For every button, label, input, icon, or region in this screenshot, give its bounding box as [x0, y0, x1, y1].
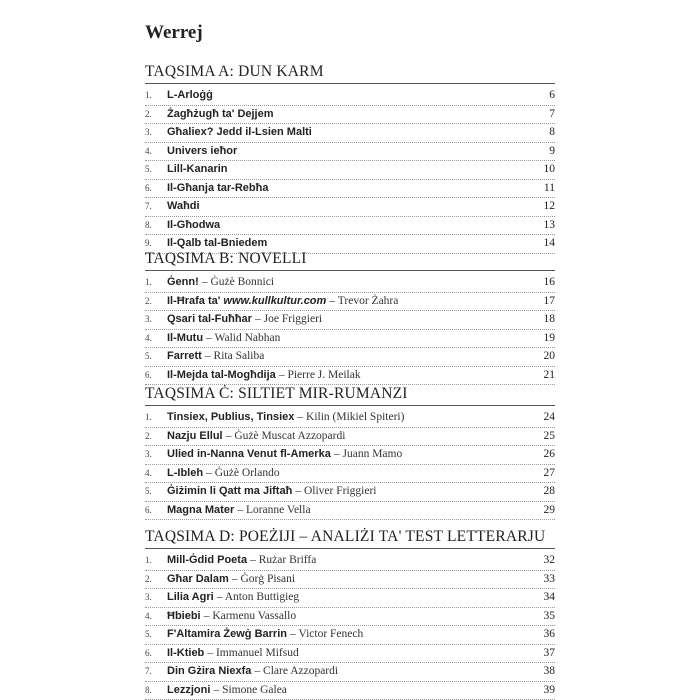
entry-title-group — [167, 198, 200, 216]
entry-title: Mill-Ġdid Poeta — [167, 554, 248, 566]
entry-title-group — [167, 682, 287, 700]
entry-title-group — [167, 465, 280, 483]
toc-entry[interactable] — [145, 608, 555, 627]
entry-title: Lill-Kanarin — [167, 163, 228, 175]
entry-title: Farrett — [167, 350, 202, 362]
entry-title: Il-Qalb tal-Bniedem — [167, 237, 268, 249]
entry-title-group — [167, 552, 316, 570]
entry-title: Il-Ktieb — [167, 646, 205, 659]
entry-author: – Rużar Briffa — [250, 554, 317, 566]
toc-entry[interactable] — [145, 409, 555, 428]
entry-page-number: 25 — [541, 428, 556, 446]
entry-title-group — [167, 446, 402, 464]
entry-number: 1. — [145, 277, 152, 287]
entry-title: Univers ieħor — [167, 144, 238, 157]
entry-url: www.kullkultur.com — [223, 294, 327, 307]
toc-entry[interactable] — [145, 502, 555, 521]
entry-number: 3. — [145, 449, 152, 459]
entry-number: 6. — [145, 369, 152, 380]
toc-entry[interactable] — [145, 552, 555, 571]
entry-number: 5. — [145, 351, 152, 361]
toc-entry[interactable] — [145, 161, 555, 180]
section-heading: TAQSIMA A: DUN KARM — [145, 63, 555, 84]
entry-number: 2. — [145, 573, 152, 584]
toc-entry[interactable] — [145, 106, 555, 125]
toc-entry[interactable] — [145, 571, 555, 590]
entry-author: – Ġużè Muscat Azzopardi — [225, 429, 346, 442]
entry-title: Magna Mater — [167, 503, 235, 516]
entry-title-group — [167, 409, 404, 427]
toc-entry[interactable] — [145, 446, 555, 465]
entry-author: – Ġużè Orlando — [206, 466, 280, 479]
entry-title-group — [167, 626, 363, 644]
toc-entry[interactable] — [145, 330, 555, 349]
entry-author: – Kilin (Mikiel Spiteri) — [297, 411, 405, 423]
toc-entry[interactable] — [145, 87, 555, 106]
entry-title: Tinsiex, Publius, Tinsiex — [167, 411, 295, 423]
entry-page-number: 37 — [541, 645, 556, 663]
section-heading: TAQSIMA Ċ: SILTIET MIR-RUMANZI — [145, 385, 555, 406]
entry-title: Il-Għanja tar-Rebħa — [167, 181, 269, 194]
toc-entry[interactable] — [145, 483, 555, 502]
entry-author: – Pierre J. Meilak — [278, 368, 361, 381]
toc-entry[interactable] — [145, 217, 555, 236]
entry-title: Lezzjoni — [167, 683, 211, 696]
entry-number: 3. — [145, 127, 152, 137]
entry-page-number: 14 — [541, 235, 556, 253]
entry-page-number: 21 — [541, 367, 556, 385]
entry-title: Żagħżugħ ta' Dejjem — [167, 107, 274, 120]
entry-page-number: 17 — [541, 293, 556, 311]
entry-author: – Walid Nabhan — [206, 331, 281, 344]
toc-entry[interactable] — [145, 311, 555, 330]
entry-number: 4. — [145, 332, 152, 343]
entry-number: 7. — [145, 201, 152, 211]
entry-title-group — [167, 571, 295, 589]
toc-entry[interactable] — [145, 124, 555, 143]
entry-page-number: 34 — [541, 589, 556, 607]
entry-number: 8. — [145, 684, 152, 695]
entry-title: Ħbiebi — [167, 609, 201, 622]
entry-author: – Immanuel Mifsud — [207, 646, 299, 659]
section-heading: TAQSIMA D: POEŻIJI – ANALIŻI TA' TEST LETTERARJU — [145, 528, 555, 549]
entry-title-group — [167, 483, 376, 501]
entry-title: Il-Ħrafa ta' — [167, 294, 221, 307]
entry-title-group — [167, 348, 264, 366]
entry-number: 7. — [145, 666, 152, 676]
entry-author: – Clare Azzopardi — [254, 665, 339, 677]
entry-title: Din Gżira Niexfa — [167, 665, 252, 677]
entry-title: Lilia Agri — [167, 591, 214, 603]
entry-title: Għaliex? Jedd il-Lsien Malti — [167, 126, 312, 138]
section-b — [145, 250, 555, 385]
entry-title-group — [167, 217, 220, 235]
entry-title-group — [167, 589, 299, 607]
entry-title-group — [167, 502, 311, 520]
entry-title: Il-Mejda tal-Mogħdija — [167, 368, 276, 381]
toc-list — [145, 409, 555, 520]
entry-author: – Juann Mamo — [333, 448, 403, 460]
entry-author: – Ġużè Bonnici — [201, 276, 275, 288]
section-a — [145, 63, 555, 254]
toc-entry[interactable] — [145, 198, 555, 217]
entry-title-group — [167, 311, 322, 329]
entry-title-group — [167, 124, 312, 142]
toc-list — [145, 87, 555, 254]
entry-title: L-Ibleh — [167, 466, 204, 479]
toc-entry[interactable] — [145, 465, 555, 484]
entry-page-number: 28 — [541, 483, 556, 501]
entry-number: 1. — [145, 555, 152, 565]
page-title: Werrej — [145, 22, 203, 43]
entry-number: 3. — [145, 592, 152, 602]
entry-title-group — [167, 663, 338, 681]
entry-number: 2. — [145, 108, 152, 119]
entry-page-number: 36 — [541, 626, 556, 644]
entry-author: – Karmenu Vassallo — [203, 609, 297, 622]
entry-title: F'Altamira Żewġ Barrin — [167, 628, 287, 640]
entry-number: 2. — [145, 295, 152, 306]
entry-author: – Loranne Vella — [237, 503, 311, 516]
toc-entry[interactable] — [145, 682, 555, 700]
entry-number: 3. — [145, 314, 152, 324]
entry-author: – Simone Galea — [213, 683, 287, 696]
entry-page-number: 35 — [541, 608, 556, 626]
entry-page-number: 7 — [546, 106, 555, 124]
entry-page-number: 26 — [541, 446, 556, 464]
entry-title-group — [167, 274, 274, 292]
entry-page-number: 18 — [541, 311, 556, 329]
toc-list — [145, 552, 555, 700]
toc-entry[interactable] — [145, 348, 555, 367]
entry-author: – Anton Buttigieg — [216, 591, 300, 603]
entry-number: 6. — [145, 647, 152, 658]
entry-title: Ulied in-Nanna Venut fl-Amerka — [167, 448, 331, 460]
entry-page-number: 32 — [541, 552, 556, 570]
entry-number: 6. — [145, 182, 152, 193]
entry-author: – Rita Saliba — [204, 350, 265, 362]
entry-page-number: 38 — [541, 663, 556, 681]
entry-page-number: 29 — [541, 502, 556, 520]
entry-page-number: 10 — [541, 161, 556, 179]
toc-entry[interactable] — [145, 367, 555, 386]
entry-title: L-Arloġġ — [167, 89, 213, 101]
section-heading: TAQSIMA B: NOVELLI — [145, 250, 555, 271]
toc-entry[interactable] — [145, 663, 555, 682]
toc-entry[interactable] — [145, 293, 555, 312]
entry-title-group — [167, 87, 213, 105]
toc-list — [145, 274, 555, 385]
toc-entry[interactable] — [145, 143, 555, 162]
entry-number: 5. — [145, 629, 152, 639]
entry-title-group — [167, 293, 398, 311]
entry-title-group — [167, 161, 228, 179]
entry-page-number: 39 — [541, 682, 556, 700]
entry-page-number: 33 — [541, 571, 556, 589]
entry-number: 1. — [145, 412, 152, 422]
section-d — [145, 528, 555, 700]
entry-page-number: 16 — [541, 274, 556, 292]
entry-page-number: 19 — [541, 330, 556, 348]
entry-page-number: 24 — [541, 409, 556, 427]
entry-title: Nazju Ellul — [167, 429, 223, 442]
entry-page-number: 6 — [546, 87, 555, 105]
entry-title: Ġenn! — [167, 276, 199, 288]
entry-author: – Joe Friggieri — [255, 313, 323, 325]
entry-page-number: 12 — [541, 198, 556, 216]
entry-number: 1. — [145, 90, 152, 100]
entry-number: 6. — [145, 504, 152, 515]
entry-page-number: 11 — [541, 180, 555, 198]
entry-author: – Trevor Żahra — [329, 294, 399, 307]
section-c — [145, 385, 555, 520]
toc-entry[interactable] — [145, 589, 555, 608]
entry-page-number: 8 — [546, 124, 555, 142]
entry-title-group — [167, 143, 237, 161]
entry-number: 4. — [145, 145, 152, 156]
entry-title-group — [167, 367, 361, 385]
entry-author: – Ġorġ Pisani — [231, 572, 296, 585]
entry-number: 5. — [145, 486, 152, 496]
toc-entry[interactable] — [145, 428, 555, 447]
entry-title-group — [167, 608, 296, 626]
entry-number: 9. — [145, 238, 152, 248]
entry-number: 4. — [145, 610, 152, 621]
entry-number: 5. — [145, 164, 152, 174]
toc-entry[interactable] — [145, 274, 555, 293]
toc-entry[interactable] — [145, 180, 555, 199]
entry-title: Il-Mutu — [167, 331, 204, 344]
entry-title: Qsari tal-Fuħħar — [167, 313, 252, 325]
entry-number: 8. — [145, 219, 152, 230]
entry-author: – Victor Fenech — [290, 628, 364, 640]
entry-number: 2. — [145, 430, 152, 441]
entry-title-group — [167, 645, 299, 663]
entry-title: Waħdi — [167, 200, 200, 212]
entry-title-group — [167, 106, 274, 124]
entry-title-group — [167, 330, 280, 348]
entry-title: Għar Dalam — [167, 572, 229, 585]
entry-number: 4. — [145, 467, 152, 478]
entry-author: – Oliver Friggieri — [295, 485, 377, 497]
entry-page-number: 9 — [546, 143, 555, 161]
entry-title: Il-Għodwa — [167, 218, 221, 231]
entry-page-number: 27 — [541, 465, 556, 483]
toc-entry[interactable] — [145, 626, 555, 645]
entry-title-group — [167, 180, 268, 198]
toc-entry[interactable] — [145, 645, 555, 664]
entry-title: Ġiżimin li Qatt ma Jiftaħ — [167, 485, 293, 497]
entry-page-number: 13 — [541, 217, 556, 235]
entry-title-group — [167, 428, 345, 446]
entry-page-number: 20 — [541, 348, 556, 366]
